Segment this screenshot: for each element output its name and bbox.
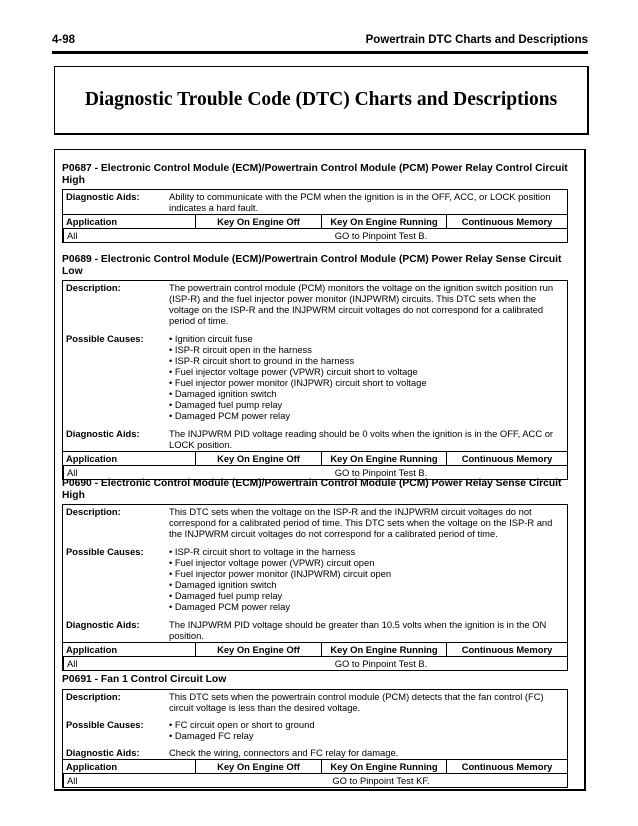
cause-item: • FC circuit open or short to ground <box>169 719 564 730</box>
col-continuous-memory: Continuous Memory <box>446 760 567 774</box>
possible-causes-row <box>63 718 567 742</box>
dtc-section-p0689 <box>62 254 568 480</box>
dtc-title: P0689 - Electronic Control Module (ECM)/Powertrain Control Module (PCM) Power Relay Sense Circuit Low <box>62 254 562 277</box>
application-table <box>63 451 567 479</box>
col-continuous-memory: Continuous Memory <box>446 452 567 466</box>
col-key-on-engine-running: Key On Engine Running <box>321 215 446 229</box>
cause-item: • Ignition circuit fuse <box>169 333 564 344</box>
cause-item: • ISP-R circuit short to voltage in the harness <box>169 546 564 557</box>
dtc-table <box>62 689 568 788</box>
causes-list <box>169 333 564 421</box>
pinpoint-test-reference: GO to Pinpoint Test B. <box>334 230 428 241</box>
description-text: This DTC sets when the powertrain control module (PCM) detects that the fan control (FC) circuit voltage is less than the desired voltage. <box>169 690 544 713</box>
cause-item: • Fuel injector power monitor (INJPWRM) circuit open <box>169 568 564 579</box>
dtc-table <box>62 280 568 480</box>
application-table <box>63 214 567 242</box>
application-table <box>63 759 567 787</box>
running-title: Powertrain DTC Charts and Descriptions <box>365 34 588 46</box>
col-key-on-engine-running: Key On Engine Running <box>321 643 446 657</box>
header-rule <box>52 51 588 54</box>
description-label: Description: <box>66 506 121 517</box>
col-key-on-engine-off: Key On Engine Off <box>195 643 321 657</box>
col-continuous-memory: Continuous Memory <box>446 215 567 229</box>
description-row <box>63 505 567 540</box>
application-table <box>63 642 567 670</box>
col-continuous-memory: Continuous Memory <box>446 643 567 657</box>
possible-causes-row <box>63 545 567 613</box>
application-value: All <box>63 657 195 670</box>
diagnostic-aids-row <box>63 190 567 214</box>
causes-list <box>169 719 564 741</box>
diagnostic-aids-row <box>63 746 567 759</box>
cause-item: • ISP-R circuit open in the harness <box>169 344 564 355</box>
col-key-on-engine-off: Key On Engine Off <box>195 215 321 229</box>
cause-item: • Damaged PCM power relay <box>169 601 564 612</box>
diagnostic-aids-text: Check the wiring, connectors and FC relay for damage. <box>169 746 399 758</box>
diagnostic-aids-label: Diagnostic Aids: <box>66 428 140 439</box>
pinpoint-test-reference: GO to Pinpoint Test KF. <box>332 774 430 786</box>
page-number: 4-98 <box>52 34 76 46</box>
application-value: All <box>63 774 195 787</box>
cause-item: • Fuel injector power monitor (INJPWR) circuit short to voltage <box>169 377 564 388</box>
dtc-section-p0687 <box>62 163 568 243</box>
cause-item: • Fuel injector voltage power (VPWR) circuit short to voltage <box>169 366 564 377</box>
dtc-section-p0690 <box>62 478 568 671</box>
possible-causes-label: Possible Causes: <box>66 718 144 730</box>
col-application: Application <box>63 215 195 229</box>
col-key-on-engine-running: Key On Engine Running <box>321 452 446 466</box>
col-application: Application <box>63 760 195 774</box>
pinpoint-test-reference: GO to Pinpoint Test B. <box>334 658 428 669</box>
cause-item: • Damaged FC relay <box>169 730 564 741</box>
title-box <box>54 66 589 135</box>
dtc-table <box>62 189 568 243</box>
diagnostic-aids-label: Diagnostic Aids: <box>66 191 140 202</box>
possible-causes-label: Possible Causes: <box>66 333 144 344</box>
application-value: All <box>63 466 195 479</box>
diagnostic-aids-text: The INJPWRM PID voltage should be greater than 10.5 volts when the ignition is in the ON position. <box>169 619 547 641</box>
diagnostic-aids-text: The INJPWRM PID voltage reading should be 0 volts when the ignition is in the OFF, ACC or LOCK position. <box>169 428 554 450</box>
dtc-section-p0691 <box>62 674 568 788</box>
application-value: All <box>63 229 195 242</box>
cause-item: • Damaged ignition switch <box>169 388 564 399</box>
dtc-title: P0687 - Electronic Control Module (ECM)/Powertrain Control Module (PCM) Power Relay Control Circuit High <box>62 163 568 186</box>
description-label: Description: <box>66 282 121 293</box>
page-header <box>52 34 588 50</box>
dtc-table <box>62 504 568 671</box>
diagnostic-aids-row <box>63 427 567 451</box>
description-label: Description: <box>66 690 121 702</box>
cause-item: • Damaged fuel pump relay <box>169 399 564 410</box>
cause-item: • Damaged PCM power relay <box>169 410 564 421</box>
description-text: The powertrain control module (PCM) monitors the voltage on the ignition switch position run (ISP-R) and the fuel injector power monitor (INJPWRM) circuits. This DTC sets when the voltage on the ISP-R and the INJPWRM circuit voltages do not correspond for a calibrated period of time. <box>169 282 554 326</box>
diagnostic-aids-text: Ability to communicate with the PCM when the ignition is in the OFF, ACC, or LOCK position indicates a hard fault. <box>169 191 551 213</box>
possible-causes-label: Possible Causes: <box>66 546 144 557</box>
page-title: Diagnostic Trouble Code (DTC) Charts and Descriptions <box>84 89 558 110</box>
diagnostic-aids-label: Diagnostic Aids: <box>66 746 140 758</box>
col-application: Application <box>63 643 195 657</box>
col-application: Application <box>63 452 195 466</box>
causes-list <box>169 546 564 612</box>
col-key-on-engine-off: Key On Engine Off <box>195 452 321 466</box>
cause-item: • Damaged fuel pump relay <box>169 590 564 601</box>
diagnostic-aids-label: Diagnostic Aids: <box>66 619 140 630</box>
col-key-on-engine-running: Key On Engine Running <box>321 760 446 774</box>
dtc-title: P0691 - Fan 1 Control Circuit Low <box>62 674 227 685</box>
possible-causes-row <box>63 332 567 422</box>
diagnostic-aids-row <box>63 618 567 642</box>
cause-item: • Fuel injector voltage power (VPWR) circuit open <box>169 557 564 568</box>
description-text: This DTC sets when the voltage on the ISP-R and the INJPWRM circuit voltages do not correspond for a calibrated period of time. This DTC sets when the voltage on the ISP-R and the INJPWRM circuit voltages do not correspond for a calibrated period of time. <box>169 506 553 539</box>
cause-item: • Damaged ignition switch <box>169 579 564 590</box>
col-key-on-engine-off: Key On Engine Off <box>195 760 321 774</box>
pinpoint-test-reference: GO to Pinpoint Test B. <box>334 467 428 478</box>
dtc-title: P0690 - Electronic Control Module (ECM)/Powertrain Control Module (PCM) Power Relay Sense Circuit High <box>62 478 562 501</box>
description-row <box>63 281 567 327</box>
cause-item: • ISP-R circuit short to ground in the harness <box>169 355 564 366</box>
description-row <box>63 690 567 714</box>
